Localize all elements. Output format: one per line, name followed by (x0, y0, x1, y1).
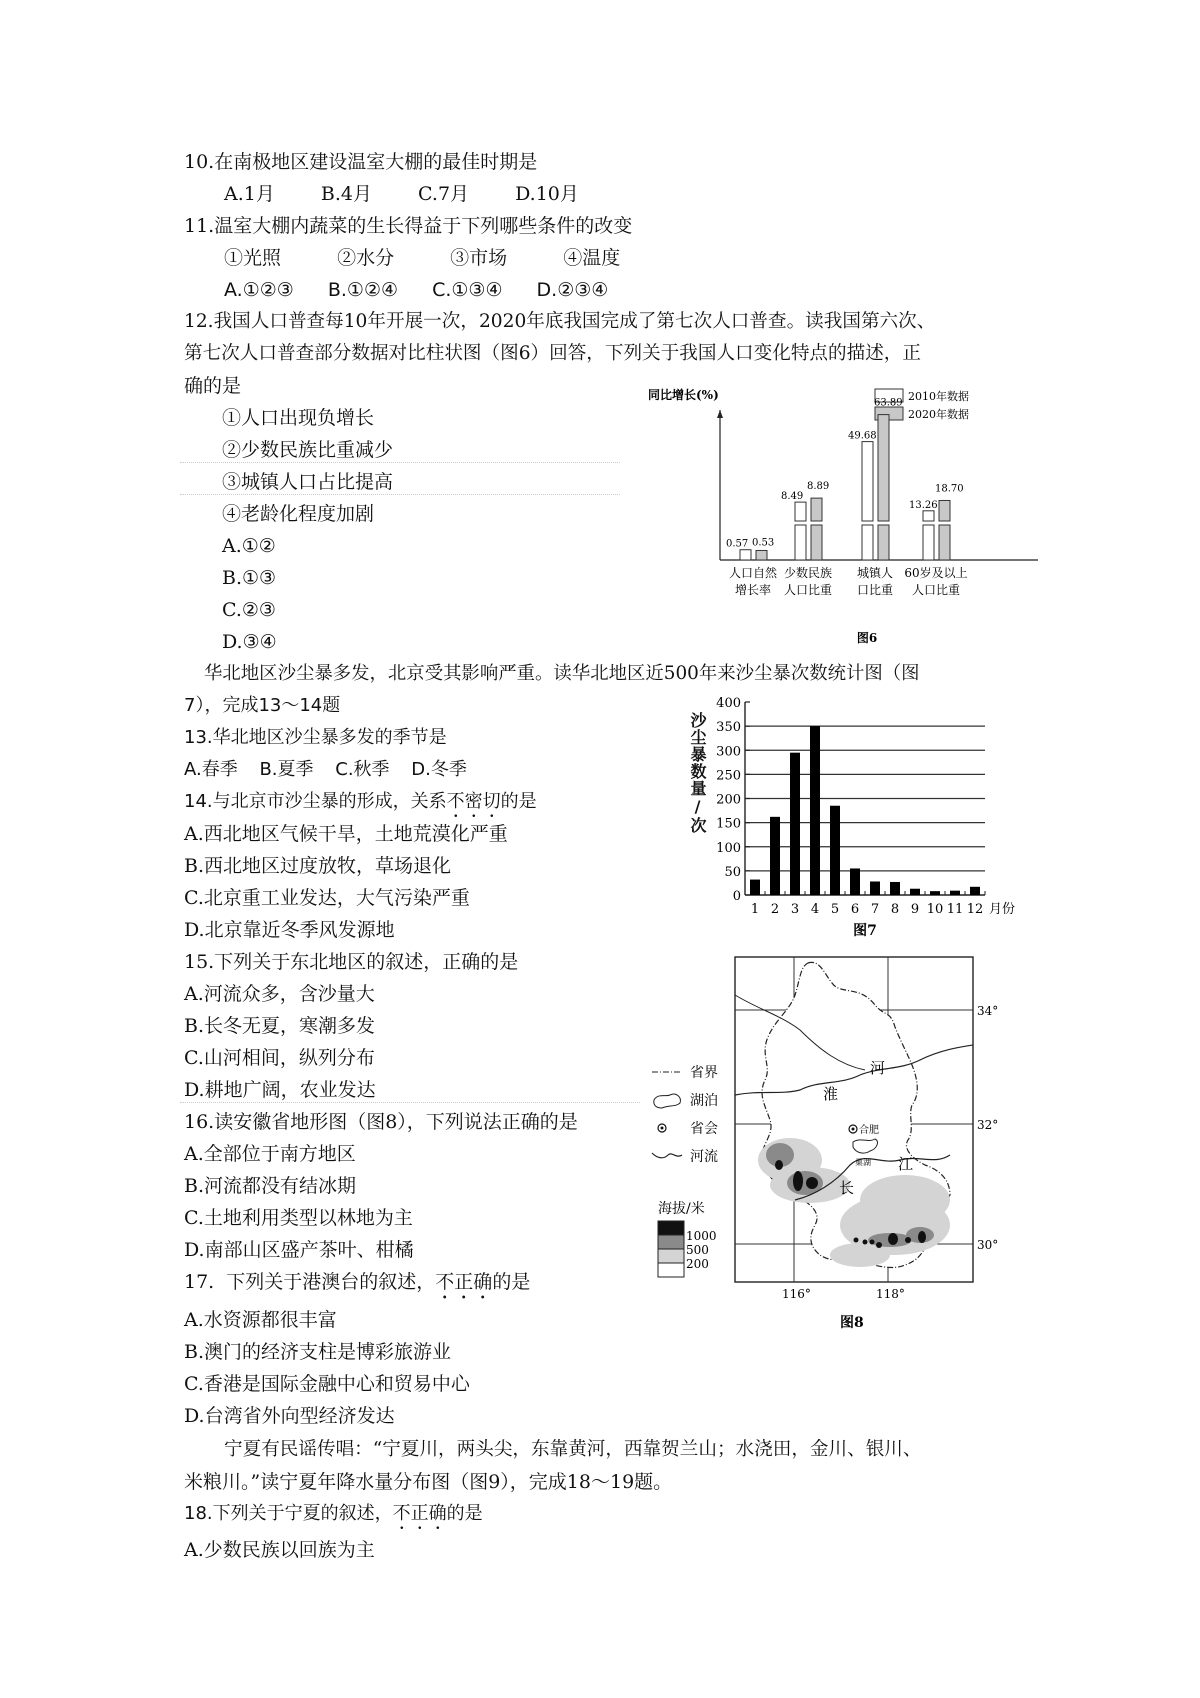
q18-stem-pre: 18.下列关于宁夏的叙述， (184, 1503, 393, 1524)
y-tick-label: 350 (716, 720, 741, 736)
bar-month-5 (830, 806, 840, 895)
q14-stem (184, 790, 537, 822)
q17-option-a[interactable]: A.水资源都很丰富 (184, 1309, 337, 1331)
q14-option-c[interactable]: C.北京重工业发达，大气污染严重 (184, 887, 470, 909)
lake-icon (654, 1094, 681, 1108)
capital-legend-icon-dot (661, 1127, 664, 1130)
y-tick-label: 250 (716, 768, 741, 784)
legend-province-border: 省界 (690, 1065, 718, 1081)
bar-lower (795, 525, 806, 560)
q17-option-b[interactable]: B.澳门的经济支柱是博彩旅游业 (184, 1341, 452, 1363)
category-label: 人口自然 (728, 566, 778, 580)
q10-option-c[interactable]: C.7月 (418, 183, 470, 205)
category-label: 人口比重 (783, 583, 833, 597)
divider (180, 1102, 640, 1103)
q13-option-c[interactable]: C.秋季 (335, 759, 390, 780)
intro-18-19-line1: 宁夏有民谣传唱：“宁夏川，两头尖，东靠黄河，西靠贺兰山；水浇田，金川、银川、 (224, 1439, 922, 1460)
lat-label-34: 34° (977, 1004, 999, 1018)
y-tick-label: 0 (732, 889, 741, 904)
legend-capital: 省会 (690, 1121, 718, 1137)
bar-month-7 (870, 881, 880, 895)
q11-item-3: ③市场 (450, 247, 508, 269)
q18-stem-emphasis: 不正确 (392, 1503, 447, 1524)
figure-7-y-axis-label: 沙尘暴数量/次 (688, 712, 707, 834)
bar-value-label: 13.26 (909, 499, 938, 511)
capital-icon-dot (852, 1128, 855, 1131)
divider (180, 494, 620, 495)
q14-stem-pre: 14.与北京市沙尘暴的形成，关系 (184, 791, 447, 812)
q18-option-a[interactable]: A.少数民族以回族为主 (184, 1539, 375, 1561)
lat-label-32: 32° (977, 1118, 999, 1132)
x-tick-label: 6 (850, 902, 860, 917)
q17-option-c[interactable]: C.香港是国际金融中心和贸易中心 (184, 1373, 470, 1395)
q16-option-d[interactable]: D.南部山区盛产茶叶、柑橘 (184, 1239, 414, 1261)
category-label: 城镇人 (856, 566, 894, 580)
q12-stem-line3: 确的是 (184, 375, 242, 397)
q12-option-b[interactable]: B.①③ (222, 567, 277, 589)
q11-items (224, 246, 660, 270)
bar (756, 550, 767, 560)
q15-option-d[interactable]: D.耕地广阔，农业发达 (184, 1079, 376, 1101)
legend-swatch-lowest (658, 1263, 684, 1277)
q12-stem-line1: 12.我国人口普查每10年开展一次，2020年底我国完成了第七次人口普查。读我国第六次、 (184, 311, 936, 332)
q17-stem-pre: 17. 下列关于港澳台的叙述， (184, 1271, 436, 1293)
bar-lower (811, 525, 822, 560)
q15-option-c[interactable]: C.山河相间，纵列分布 (184, 1047, 375, 1069)
legend-lake: 湖泊 (690, 1093, 718, 1109)
river-label-he: 河 (870, 1059, 886, 1077)
bar-month-3 (790, 753, 800, 895)
q12-option-c[interactable]: C.②③ (222, 599, 276, 621)
bar-value-label: 49.68 (848, 430, 877, 442)
y-tick-label: 50 (724, 864, 741, 880)
q10-option-a[interactable]: A.1月 (224, 183, 275, 205)
q13-option-b[interactable]: B.夏季 (259, 759, 314, 780)
q16-option-a[interactable]: A.全部位于南方地区 (184, 1143, 356, 1165)
bar-month-1 (750, 880, 760, 895)
q11-item-4: ④温度 (563, 247, 621, 269)
y-axis-arrow (717, 410, 723, 418)
legend-level-200: 200 (686, 1257, 709, 1271)
q18-stem-post: 的是 (446, 1503, 483, 1524)
intro-18-19-line2: 米粮川。”读宁夏年降水量分布图（图9），完成18～19题。 (184, 1471, 673, 1493)
q14-stem-post: 的是 (500, 791, 537, 812)
bar-value-label: 8.89 (807, 481, 830, 493)
q10-option-b[interactable]: B.4月 (320, 183, 372, 205)
legend-elevation-title: 海拔/米 (658, 1201, 705, 1217)
river-icon (652, 1153, 682, 1158)
x-tick-label: 11 (946, 902, 964, 917)
legend-swatch-high (658, 1221, 684, 1235)
q14-option-a[interactable]: A.西北地区气候干旱，土地荒漠化严重 (184, 823, 508, 845)
q15-stem: 15.下列关于东北地区的叙述，正确的是 (184, 951, 519, 973)
q17-option-d[interactable]: D.台湾省外向型经济发达 (184, 1405, 395, 1427)
bar-month-4 (810, 726, 820, 895)
q11-option-a[interactable]: A.①②③ (224, 279, 294, 301)
x-tick-label: 10 (926, 902, 944, 917)
q15-option-a[interactable]: A.河流众多，含沙量大 (184, 983, 375, 1005)
q11-option-c[interactable]: C.①③④ (432, 279, 503, 301)
q18-stem (184, 1502, 483, 1534)
q11-item-1: ①光照 (224, 247, 282, 269)
figure-7-chart (680, 690, 1050, 945)
y-tick-label: 200 (716, 792, 741, 808)
y-tick-label: 150 (716, 816, 741, 832)
river-label-chang: 长 (839, 1179, 855, 1197)
bar-lower (878, 525, 889, 560)
x-tick-label: 1 (750, 902, 760, 917)
bar-upper (923, 511, 934, 521)
q12-item-3: ③城镇人口占比提高 (222, 471, 394, 493)
x-axis-label: 月份 (989, 902, 1016, 917)
x-tick-label: 9 (910, 902, 920, 917)
bar-lower (862, 525, 873, 560)
q11-option-d[interactable]: D.②③④ (536, 279, 609, 301)
y-tick-label: 100 (716, 840, 741, 856)
q11-options (224, 278, 648, 302)
bar-month-11 (950, 891, 960, 895)
q17-stem-post: 的是 (492, 1271, 531, 1293)
q12-option-d[interactable]: D.③④ (222, 631, 277, 653)
intro-13-14-line2: 7），完成13～14题 (184, 695, 341, 716)
x-tick-label: 2 (770, 902, 780, 917)
q12-item-4: ④老龄化程度加剧 (222, 503, 375, 525)
q12-item-2: ②少数民族比重减少 (222, 439, 394, 461)
bar-upper (939, 500, 950, 521)
bar-upper (878, 415, 889, 521)
q13-stem: 13.华北地区沙尘暴多发的季节是 (184, 727, 447, 748)
bar-month-8 (890, 882, 900, 895)
legend-label-1: 2020年数据 (908, 408, 969, 421)
river-label-jiang: 江 (898, 1155, 914, 1173)
q14-option-d[interactable]: D.北京靠近冬季风发源地 (184, 919, 395, 941)
bar-value-label: 0.53 (752, 537, 775, 549)
y-axis-label: 同比增长(%) (648, 388, 719, 402)
bar-month-6 (850, 868, 860, 895)
bar-upper (811, 498, 822, 521)
lake-label: 巢湖 (855, 1158, 871, 1167)
figure-8-map (650, 955, 1045, 1340)
x-tick-label: 5 (830, 902, 840, 917)
q17-stem-emphasis: 不正确 (435, 1271, 493, 1293)
bar-month-9 (910, 889, 920, 895)
q16-option-b[interactable]: B.河流都没有结冰期 (184, 1175, 357, 1197)
q16-stem: 16.读安徽省地形图（图8），下列说法正确的是 (184, 1111, 578, 1133)
x-tick-label: 3 (790, 902, 800, 917)
q11-item-2: ②水分 (337, 247, 395, 269)
map-legend (652, 1064, 718, 1277)
figure-6-chart (640, 385, 1040, 650)
bar-value-label: 8.49 (781, 491, 804, 503)
legend-swatch-mid (658, 1235, 684, 1249)
intro-13-14-line1: 华北地区沙尘暴多发，北京受其影响严重。读华北地区近500年来沙尘暴次数统计图（图 (204, 663, 920, 684)
bar-lower (923, 525, 934, 560)
q12-stem-line2: 第七次人口普查部分数据对比柱状图（图6）回答，下列关于我国人口变化特点的描述，正 (184, 343, 921, 364)
bar-upper (795, 502, 806, 521)
x-tick-label: 7 (870, 902, 880, 917)
q14-stem-emphasis: 不密切 (446, 791, 501, 812)
q10-stem: 10.在南极地区建设温室大棚的最佳时期是 (184, 151, 538, 173)
bar-month-10 (930, 891, 940, 895)
q12-option-a[interactable]: A.①② (222, 535, 276, 557)
q13-option-a[interactable]: A.春季 (184, 759, 238, 780)
q15-option-b[interactable]: B.长冬无夏，寒潮多发 (184, 1015, 376, 1037)
q13-option-d[interactable]: D.冬季 (411, 759, 467, 780)
bar-value-label: 0.57 (726, 538, 749, 550)
legend-level-500: 500 (686, 1243, 709, 1257)
bar-month-12 (970, 887, 980, 895)
q10-options (224, 182, 619, 206)
capital-label: 合肥 (859, 1125, 879, 1136)
lon-label-118: 118° (876, 1287, 905, 1301)
q11-option-b[interactable]: B.①②④ (327, 279, 399, 301)
category-label: 口比重 (856, 583, 894, 597)
q12-item-1: ①人口出现负增长 (222, 407, 375, 429)
lat-label-30: 30° (977, 1238, 999, 1252)
bar-lower (939, 525, 950, 560)
x-tick-label: 8 (890, 902, 900, 917)
river-label-huai: 淮 (823, 1085, 839, 1103)
x-tick-label: 4 (810, 902, 820, 917)
q10-option-d[interactable]: D.10月 (515, 183, 579, 205)
divider (180, 462, 620, 463)
q14-option-b[interactable]: B.西北地区过度放牧，草场退化 (184, 855, 452, 877)
bar-upper (862, 442, 873, 521)
figure-6-caption: 图6 (856, 631, 878, 645)
q17-stem (184, 1270, 530, 1304)
bar-month-2 (770, 817, 780, 895)
x-tick-label: 12 (966, 902, 984, 917)
q13-options (184, 758, 507, 782)
category-label: 60岁及以上 (904, 566, 968, 580)
y-tick-label: 400 (716, 696, 741, 711)
q16-option-c[interactable]: C.土地利用类型以林地为主 (184, 1207, 413, 1229)
figure-7-caption: 图7 (853, 923, 877, 939)
legend-swatch-low (658, 1249, 684, 1263)
bar-value-label: 63.89 (874, 397, 903, 409)
category-label: 增长率 (734, 583, 772, 597)
category-label: 少数民族 (783, 566, 833, 580)
bar (740, 550, 751, 560)
legend-level-1000: 1000 (686, 1229, 717, 1243)
q11-stem: 11.温室大棚内蔬菜的生长得益于下列哪些条件的改变 (184, 215, 633, 237)
category-label: 人口比重 (911, 583, 961, 597)
figure-8-caption: 图8 (840, 1315, 864, 1331)
legend-label-0: 2010年数据 (908, 390, 969, 403)
y-tick-label: 300 (716, 744, 741, 760)
lon-label-116: 116° (782, 1287, 811, 1301)
legend-river: 河流 (690, 1149, 718, 1165)
bar-value-label: 18.70 (935, 483, 964, 495)
